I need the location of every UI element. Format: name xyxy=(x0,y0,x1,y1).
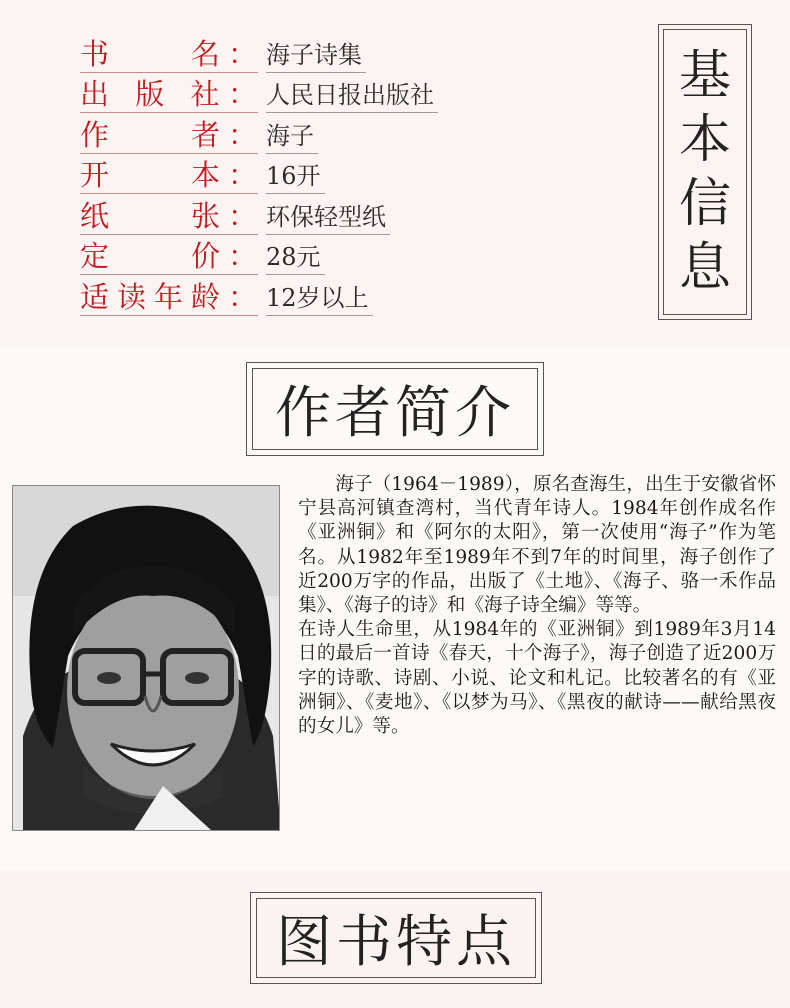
basic-info-title-char: 息 xyxy=(678,238,731,298)
features-heading-box xyxy=(250,892,542,984)
basic-info-title-char: 基 xyxy=(678,46,731,106)
info-row-age xyxy=(80,275,438,316)
author-bio-paragraph: 在诗人生命里，从1984年的《亚洲铜》到1989年3月14日的最后一首诗《春天，十个海子》，海子创造了近200万字的诗歌、诗剧、小说、论文和札记。比较著名的有《亚洲铜》、《麦地》、《以梦为马》、《黑夜的献诗——献给黑夜的女儿》等。 xyxy=(298,619,776,738)
features-heading: 图书特点 xyxy=(276,910,516,975)
info-value: 海子 xyxy=(266,119,318,154)
info-row-price xyxy=(80,235,438,276)
info-label: 纸 张： xyxy=(80,198,258,233)
info-value: 人民日报出版社 xyxy=(266,78,438,113)
info-label: 适读年龄： xyxy=(80,279,258,314)
info-label: 定 价： xyxy=(80,239,258,273)
author-photo xyxy=(12,485,280,831)
basic-info-section xyxy=(0,0,790,345)
info-row-author xyxy=(80,113,438,154)
info-value: 16开 xyxy=(266,159,325,194)
basic-info-table xyxy=(80,32,438,316)
info-value: 环保轻型纸 xyxy=(266,200,390,235)
info-row-format xyxy=(80,154,438,195)
info-label: 书 名： xyxy=(80,36,258,71)
basic-info-title-char: 信 xyxy=(678,174,731,234)
author-bio-paragraph: 海子（1964－1989），原名查海生，出生于安徽省怀宁县高河镇查湾村，当代青年诗人。1984年创作成名作《亚洲铜》和《阿尔的太阳》，第一次使用“海子”作为笔名。从1982年至1989年不到7年的时间里，海子创作了近200万字的作品，出版了《土地》、《海子、骆一禾作品集》、《海子的诗》和《海子诗全编》等等。 xyxy=(298,474,776,617)
basic-info-title-box xyxy=(658,24,752,320)
basic-info-title-char: 本 xyxy=(678,110,731,170)
info-label: 出 版 社： xyxy=(80,77,258,111)
info-row-paper xyxy=(80,194,438,235)
info-value: 12岁以上 xyxy=(266,281,373,316)
info-row-title xyxy=(80,32,438,73)
author-heading-box xyxy=(246,362,544,456)
info-value: 28元 xyxy=(266,240,325,275)
info-row-publisher xyxy=(80,73,438,114)
info-label: 开 本： xyxy=(80,158,258,192)
author-bio xyxy=(298,473,776,739)
info-label: 作 者： xyxy=(80,117,258,152)
author-heading: 作者简介 xyxy=(275,381,515,446)
info-value: 海子诗集 xyxy=(266,38,366,73)
